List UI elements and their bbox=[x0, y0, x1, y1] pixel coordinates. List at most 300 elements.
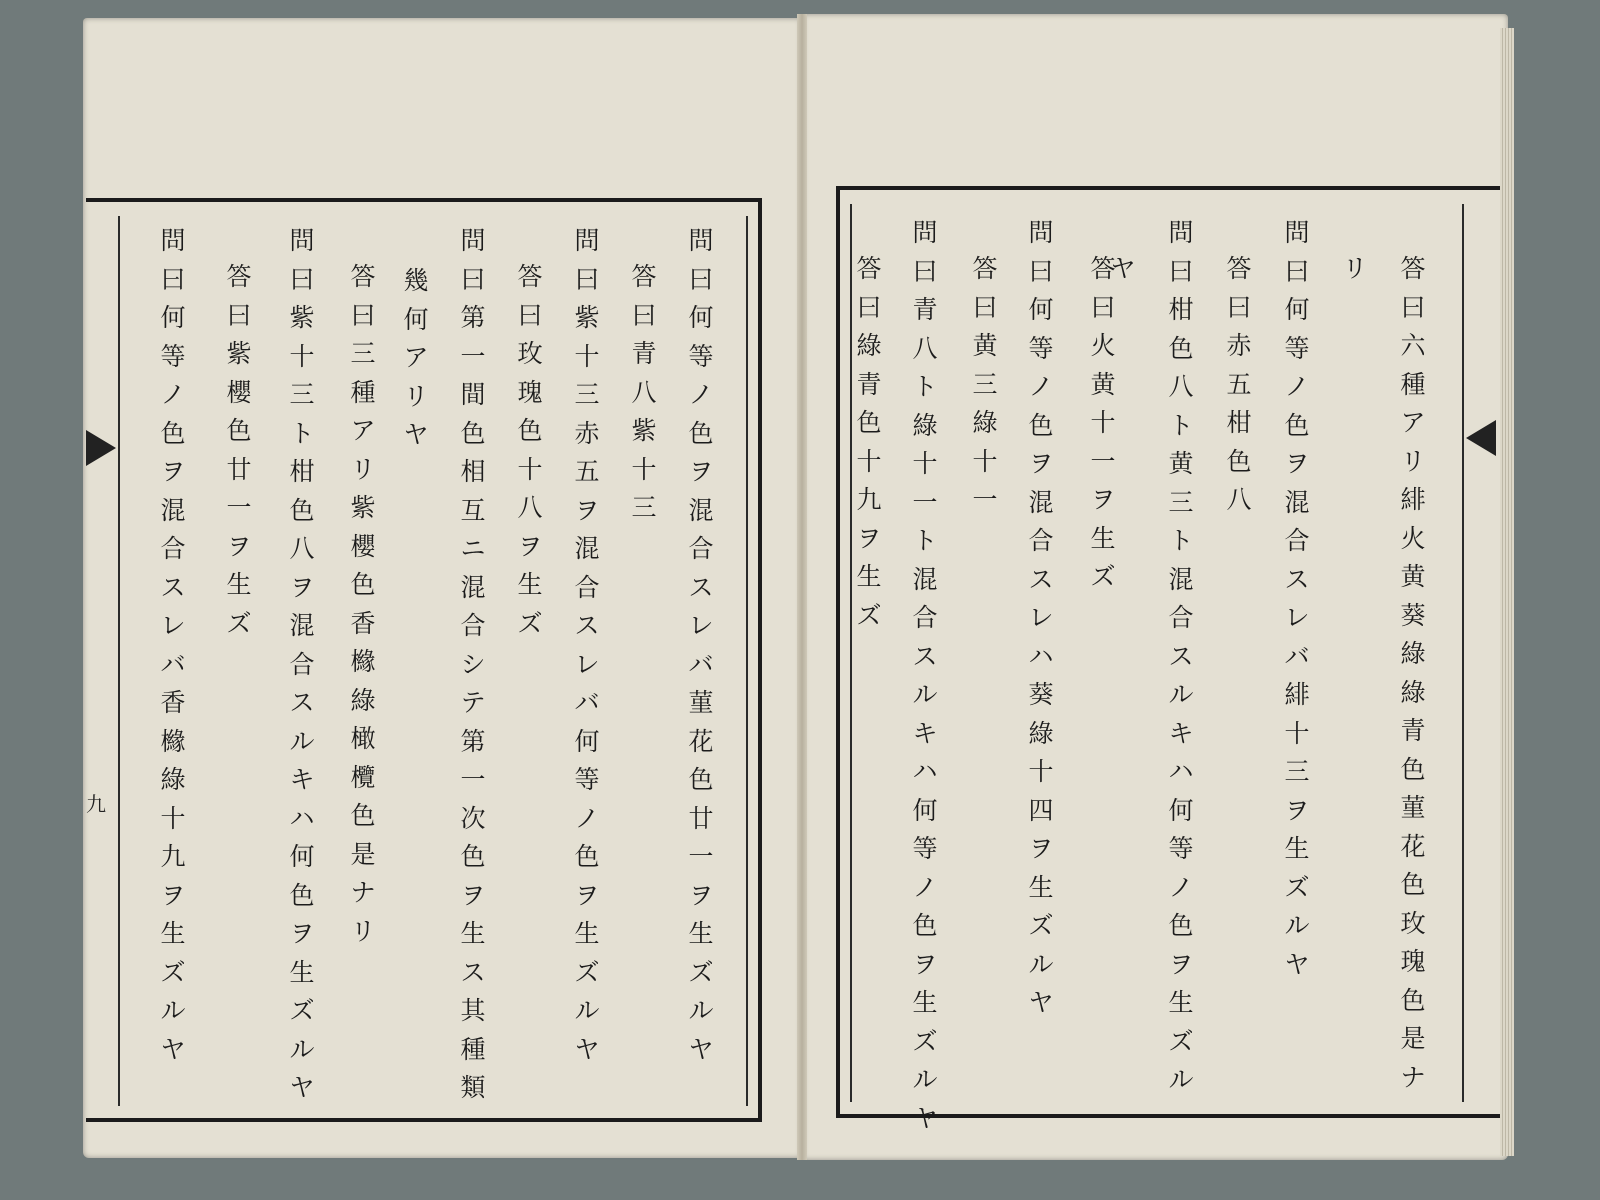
glyph: 三 bbox=[1284, 757, 1310, 786]
glyph: キ bbox=[1168, 718, 1194, 748]
glyph: 黄 bbox=[1168, 449, 1194, 478]
text-column bbox=[1338, 250, 1372, 289]
glyph: ル bbox=[160, 996, 186, 1025]
glyph: ヲ bbox=[1284, 795, 1310, 825]
glyph: ヲ bbox=[160, 880, 186, 910]
glyph: 葵 bbox=[1400, 600, 1426, 630]
glyph: 黄 bbox=[972, 331, 998, 360]
glyph: 何 bbox=[1284, 295, 1310, 324]
glyph: 八 bbox=[1168, 372, 1194, 401]
glyph: 何 bbox=[574, 726, 600, 756]
glyph: 櫞 bbox=[160, 726, 186, 756]
glyph: 十 bbox=[517, 454, 543, 484]
glyph: 三 bbox=[1168, 487, 1194, 517]
glyph: 十 bbox=[574, 341, 600, 371]
glyph: 香 bbox=[160, 688, 186, 717]
text-column bbox=[222, 258, 256, 643]
glyph: ト bbox=[912, 372, 938, 401]
glyph: 種 bbox=[1400, 369, 1426, 399]
glyph: リ bbox=[1400, 446, 1426, 476]
glyph: 黄 bbox=[1090, 369, 1116, 399]
glyph: ズ bbox=[856, 600, 882, 630]
glyph: 合 bbox=[1168, 603, 1194, 632]
glyph: 色 bbox=[688, 418, 714, 448]
glyph: 問 bbox=[289, 226, 315, 255]
glyph: ス bbox=[289, 688, 315, 717]
glyph: 合 bbox=[574, 572, 600, 602]
glyph: 紫 bbox=[350, 493, 376, 522]
glyph: バ bbox=[160, 649, 186, 679]
glyph: 色 bbox=[460, 842, 486, 871]
glyph: キ bbox=[289, 765, 315, 794]
glyph: ヲ bbox=[226, 531, 252, 561]
glyph: 火 bbox=[1400, 523, 1426, 553]
glyph: 曰 bbox=[1168, 256, 1194, 286]
glyph: 色 bbox=[1226, 446, 1252, 476]
glyph: 生 bbox=[1090, 523, 1116, 553]
glyph: 種 bbox=[350, 377, 376, 407]
text-column bbox=[1222, 250, 1256, 520]
glyph: 十 bbox=[289, 341, 315, 371]
glyph: 生 bbox=[688, 919, 714, 948]
glyph: ス bbox=[1028, 564, 1054, 594]
glyph: 橄 bbox=[350, 724, 376, 753]
glyph: 曰 bbox=[1284, 256, 1310, 286]
glyph: ル bbox=[688, 996, 714, 1025]
glyph: 色 bbox=[1028, 410, 1054, 440]
text-column bbox=[513, 258, 547, 643]
glyph: 合 bbox=[289, 649, 315, 679]
glyph: 間 bbox=[460, 380, 486, 409]
glyph: 綠 bbox=[1028, 718, 1054, 748]
glyph: ズ bbox=[1090, 562, 1116, 591]
glyph: レ bbox=[160, 611, 186, 640]
glyph: ヤ bbox=[1028, 988, 1054, 1017]
glyph: 第 bbox=[460, 303, 486, 332]
text-column bbox=[456, 222, 490, 1108]
glyph: バ bbox=[574, 688, 600, 717]
glyph: 色 bbox=[856, 408, 882, 437]
glyph: 色 bbox=[688, 765, 714, 794]
glyph: 一 bbox=[688, 842, 714, 871]
glyph: 櫻 bbox=[350, 531, 376, 561]
glyph: 曰 bbox=[226, 300, 252, 330]
glyph: レ bbox=[1028, 603, 1054, 632]
glyph: 一 bbox=[460, 765, 486, 794]
text-column bbox=[1280, 214, 1314, 984]
glyph: ト bbox=[912, 526, 938, 555]
glyph: 混 bbox=[460, 572, 486, 602]
glyph: 一 bbox=[1090, 446, 1116, 476]
glyph: 九 bbox=[160, 842, 186, 871]
glyph: 曰 bbox=[1226, 292, 1252, 322]
glyph: ズ bbox=[289, 996, 315, 1025]
glyph: 何 bbox=[1168, 795, 1194, 825]
glyph: 色 bbox=[1400, 985, 1426, 1015]
glyph: 答 bbox=[1226, 254, 1252, 283]
glyph: ハ bbox=[289, 803, 315, 833]
glyph: 八 bbox=[289, 534, 315, 563]
glyph: 五 bbox=[1226, 369, 1252, 399]
glyph: 曰 bbox=[460, 264, 486, 294]
glyph: 菫 bbox=[688, 688, 714, 717]
glyph: 色 bbox=[160, 418, 186, 448]
glyph: ヲ bbox=[1028, 834, 1054, 863]
glyph: ノ bbox=[1284, 372, 1310, 401]
glyph: 問 bbox=[160, 226, 186, 255]
glyph: 綠 bbox=[1400, 677, 1426, 707]
glyph: 綠 bbox=[972, 408, 998, 437]
glyph: ヤ bbox=[688, 1034, 714, 1064]
glyph: キ bbox=[912, 718, 938, 748]
glyph: 何 bbox=[912, 795, 938, 825]
glyph: レ bbox=[574, 649, 600, 679]
glyph: ス bbox=[160, 572, 186, 602]
glyph: ズ bbox=[1284, 872, 1310, 902]
text-column bbox=[968, 250, 1002, 520]
glyph: 生 bbox=[160, 919, 186, 948]
glyph: ナ bbox=[350, 878, 376, 907]
glyph: 生 bbox=[574, 919, 600, 948]
glyph: 緋 bbox=[1284, 680, 1310, 709]
glyph: 色 bbox=[1400, 870, 1426, 899]
glyph: ヲ bbox=[912, 949, 938, 979]
glyph: 答 bbox=[856, 254, 882, 283]
glyph: ア bbox=[403, 343, 429, 372]
glyph: 赤 bbox=[574, 418, 600, 448]
glyph: 生 bbox=[856, 562, 882, 591]
glyph: 緋 bbox=[1400, 485, 1426, 514]
glyph: 玫 bbox=[1400, 908, 1426, 938]
glyph: 綠 bbox=[1400, 639, 1426, 668]
glyph: 混 bbox=[912, 564, 938, 594]
glyph: 一 bbox=[460, 341, 486, 371]
glyph: ハ bbox=[1028, 641, 1054, 671]
glyph: 問 bbox=[1168, 218, 1194, 247]
glyph: 曰 bbox=[1090, 292, 1116, 322]
glyph: 十 bbox=[856, 446, 882, 476]
glyph: 柑 bbox=[1168, 295, 1194, 324]
glyph: 曰 bbox=[1028, 256, 1054, 286]
glyph: ヤ bbox=[574, 1034, 600, 1064]
glyph: 問 bbox=[574, 226, 600, 255]
glyph: 柑 bbox=[1226, 408, 1252, 437]
glyph: 等 bbox=[1028, 333, 1054, 363]
glyph: ズ bbox=[517, 608, 543, 638]
glyph: ル bbox=[1168, 680, 1194, 709]
glyph: ノ bbox=[688, 380, 714, 409]
text-column bbox=[1086, 250, 1120, 597]
glyph: 答 bbox=[631, 262, 657, 291]
glyph: ス bbox=[1284, 564, 1310, 594]
glyph: リ bbox=[350, 916, 376, 946]
glyph: 合 bbox=[160, 534, 186, 563]
glyph: ノ bbox=[1168, 872, 1194, 902]
glyph: 綠 bbox=[856, 331, 882, 360]
glyph: 等 bbox=[1168, 834, 1194, 863]
glyph: 等 bbox=[574, 765, 600, 794]
glyph: 問 bbox=[912, 218, 938, 247]
glyph: バ bbox=[688, 649, 714, 679]
glyph: ル bbox=[574, 996, 600, 1025]
glyph: 火 bbox=[1090, 331, 1116, 360]
glyph: ノ bbox=[160, 380, 186, 409]
glyph: 答 bbox=[517, 262, 543, 291]
glyph: 三 bbox=[972, 369, 998, 399]
glyph: ヲ bbox=[1090, 485, 1116, 514]
glyph: 何 bbox=[289, 842, 315, 871]
glyph: ズ bbox=[688, 957, 714, 987]
glyph: 問 bbox=[460, 226, 486, 255]
glyph: 問 bbox=[1284, 218, 1310, 247]
glyph: 問 bbox=[1028, 218, 1054, 247]
glyph: ル bbox=[1168, 1065, 1194, 1094]
glyph: 色 bbox=[350, 801, 376, 830]
glyph: 八 bbox=[1226, 485, 1252, 514]
glyph: 生 bbox=[1028, 872, 1054, 902]
glyph: 種 bbox=[460, 1034, 486, 1064]
glyph: 瑰 bbox=[1400, 947, 1426, 976]
glyph: ズ bbox=[574, 957, 600, 987]
glyph: 混 bbox=[1168, 564, 1194, 594]
glyph: 混 bbox=[1028, 487, 1054, 517]
glyph: 十 bbox=[1028, 757, 1054, 786]
glyph: 生 bbox=[1284, 834, 1310, 863]
glyph: 一 bbox=[226, 493, 252, 522]
glyph: 類 bbox=[460, 1073, 486, 1102]
glyph: 曰 bbox=[912, 256, 938, 286]
glyph: 玫 bbox=[517, 339, 543, 368]
glyph: ズ bbox=[226, 608, 252, 638]
glyph: 答 bbox=[1400, 254, 1426, 283]
glyph: 何 bbox=[1028, 295, 1054, 324]
glyph: 合 bbox=[688, 534, 714, 563]
glyph: 相 bbox=[460, 457, 486, 486]
glyph: ア bbox=[350, 416, 376, 445]
glyph: ヲ bbox=[574, 495, 600, 525]
glyph: ト bbox=[289, 418, 315, 448]
glyph: 十 bbox=[631, 454, 657, 484]
glyph: ヤ bbox=[1284, 949, 1310, 979]
glyph: ズ bbox=[1028, 911, 1054, 940]
glyph: ル bbox=[912, 680, 938, 709]
glyph: ズ bbox=[1168, 1026, 1194, 1056]
glyph: 六 bbox=[1400, 331, 1426, 360]
glyph: ノ bbox=[574, 803, 600, 833]
glyph: 一 bbox=[972, 485, 998, 514]
glyph: 何 bbox=[160, 303, 186, 332]
glyph: 色 bbox=[574, 842, 600, 871]
glyph: 三 bbox=[350, 339, 376, 368]
glyph: 色 bbox=[1168, 333, 1194, 363]
glyph: 曰 bbox=[688, 264, 714, 294]
glyph: ノ bbox=[1028, 372, 1054, 401]
glyph: ル bbox=[289, 726, 315, 756]
glyph: 曰 bbox=[1400, 292, 1426, 322]
glyph: 綠 bbox=[912, 410, 938, 440]
glyph: 紫 bbox=[631, 416, 657, 445]
text-column bbox=[399, 262, 433, 455]
glyph: 生 bbox=[517, 570, 543, 599]
glyph: ス bbox=[688, 572, 714, 602]
glyph: 第 bbox=[460, 726, 486, 756]
glyph: 八 bbox=[631, 377, 657, 407]
glyph: 曰 bbox=[631, 300, 657, 330]
glyph: 色 bbox=[289, 880, 315, 910]
glyph: ヤ bbox=[289, 1073, 315, 1102]
glyph: リ bbox=[350, 454, 376, 484]
glyph: テ bbox=[460, 688, 486, 717]
glyph: シ bbox=[460, 649, 486, 679]
glyph: ヲ bbox=[460, 880, 486, 910]
glyph: 欖 bbox=[350, 762, 376, 792]
glyph: 是 bbox=[1400, 1024, 1426, 1053]
glyph: ヤ bbox=[160, 1034, 186, 1064]
glyph: 曰 bbox=[972, 292, 998, 322]
glyph: 葵 bbox=[1028, 680, 1054, 709]
glyph: 八 bbox=[912, 333, 938, 363]
glyph: 曰 bbox=[350, 300, 376, 330]
glyph: ナ bbox=[1400, 1062, 1426, 1092]
glyph: 生 bbox=[289, 957, 315, 987]
glyph: 十 bbox=[160, 803, 186, 833]
glyph: 混 bbox=[160, 495, 186, 525]
glyph: 赤 bbox=[1226, 331, 1252, 360]
glyph: 幾 bbox=[403, 266, 429, 295]
glyph: リ bbox=[1342, 254, 1368, 283]
glyph: 曰 bbox=[517, 300, 543, 330]
glyph: ス bbox=[1168, 641, 1194, 671]
glyph: 是 bbox=[350, 839, 376, 869]
glyph: 何 bbox=[688, 303, 714, 332]
text-column bbox=[627, 258, 661, 528]
book-gutter bbox=[797, 14, 807, 1160]
glyph: ヤ bbox=[1110, 254, 1136, 283]
text-column bbox=[1396, 250, 1430, 1097]
glyph: ト bbox=[1168, 526, 1194, 555]
glyph: ス bbox=[460, 957, 486, 987]
glyph: 花 bbox=[688, 726, 714, 756]
glyph: 八 bbox=[517, 493, 543, 522]
glyph: ヲ bbox=[1168, 949, 1194, 979]
glyph: リ bbox=[403, 381, 429, 411]
glyph: 綠 bbox=[350, 685, 376, 715]
glyph: 十 bbox=[972, 446, 998, 476]
text-column bbox=[852, 250, 886, 635]
glyph: 色 bbox=[1284, 410, 1310, 440]
glyph: ヲ bbox=[574, 880, 600, 910]
glyph: 合 bbox=[460, 611, 486, 640]
glyph: 三 bbox=[574, 380, 600, 409]
glyph: 合 bbox=[1284, 526, 1310, 555]
glyph: レ bbox=[688, 611, 714, 640]
glyph: バ bbox=[1284, 641, 1310, 671]
glyph: 曰 bbox=[574, 264, 600, 294]
glyph: ズ bbox=[912, 1026, 938, 1056]
text-column bbox=[156, 222, 190, 1069]
glyph: 色 bbox=[460, 418, 486, 448]
glyph: ヲ bbox=[289, 572, 315, 602]
glyph: ヤ bbox=[912, 1103, 938, 1133]
glyph: 十 bbox=[1284, 718, 1310, 748]
glyph: 色 bbox=[912, 911, 938, 940]
glyph: 綠 bbox=[160, 765, 186, 794]
glyph: 等 bbox=[1284, 333, 1310, 363]
glyph: ヲ bbox=[688, 457, 714, 486]
glyph: 曰 bbox=[160, 264, 186, 294]
glyph: ズ bbox=[160, 957, 186, 987]
glyph: ト bbox=[1168, 410, 1194, 440]
glyph: ル bbox=[289, 1034, 315, 1064]
glyph: ハ bbox=[1168, 757, 1194, 786]
glyph: ニ bbox=[460, 534, 486, 563]
glyph: ス bbox=[574, 611, 600, 640]
text-column bbox=[908, 214, 942, 1138]
glyph: 合 bbox=[912, 603, 938, 632]
glyph: 生 bbox=[460, 919, 486, 948]
glyph: レ bbox=[1284, 603, 1310, 632]
glyph: 混 bbox=[289, 611, 315, 640]
page-number: 九 bbox=[86, 792, 106, 816]
glyph: 花 bbox=[1400, 831, 1426, 861]
glyph: 混 bbox=[574, 534, 600, 563]
glyph: 香 bbox=[350, 608, 376, 638]
glyph: ヲ bbox=[856, 523, 882, 553]
glyph: 次 bbox=[460, 803, 486, 833]
glyph: 十 bbox=[912, 449, 938, 478]
glyph: 色 bbox=[517, 416, 543, 445]
glyph: 色 bbox=[226, 416, 252, 445]
glyph: 青 bbox=[856, 369, 882, 399]
glyph: 色 bbox=[350, 570, 376, 599]
glyph: 答 bbox=[350, 262, 376, 291]
glyph: ヲ bbox=[688, 880, 714, 910]
glyph: 等 bbox=[912, 834, 938, 863]
glyph: 答 bbox=[1090, 254, 1116, 283]
glyph: 紫 bbox=[574, 303, 600, 332]
glyph: 問 bbox=[688, 226, 714, 255]
glyph: 柑 bbox=[289, 457, 315, 486]
glyph: 廿 bbox=[688, 803, 714, 833]
glyph: 一 bbox=[912, 487, 938, 517]
glyph: ヲ bbox=[289, 919, 315, 948]
glyph: 五 bbox=[574, 457, 600, 486]
glyph: ヲ bbox=[517, 531, 543, 561]
glyph: 色 bbox=[1168, 911, 1194, 940]
glyph: 生 bbox=[912, 988, 938, 1017]
glyph: 青 bbox=[912, 295, 938, 324]
glyph: 生 bbox=[226, 570, 252, 599]
glyph: 色 bbox=[289, 495, 315, 525]
glyph: ア bbox=[1400, 408, 1426, 437]
glyph: 四 bbox=[1028, 795, 1054, 825]
text-column bbox=[684, 222, 718, 1069]
glyph: 曰 bbox=[289, 264, 315, 294]
glyph: 互 bbox=[460, 495, 486, 525]
glyph: 何 bbox=[403, 304, 429, 334]
glyph: 九 bbox=[856, 485, 882, 514]
right-fold-mark bbox=[1466, 420, 1496, 456]
glyph: 廿 bbox=[226, 454, 252, 484]
left-fold-mark bbox=[86, 430, 116, 466]
glyph: ス bbox=[912, 641, 938, 671]
glyph: 混 bbox=[688, 495, 714, 525]
glyph: ノ bbox=[912, 872, 938, 902]
glyph: ヲ bbox=[160, 457, 186, 486]
glyph: 等 bbox=[160, 341, 186, 371]
glyph: 青 bbox=[631, 339, 657, 368]
glyph: 十 bbox=[1090, 408, 1116, 437]
